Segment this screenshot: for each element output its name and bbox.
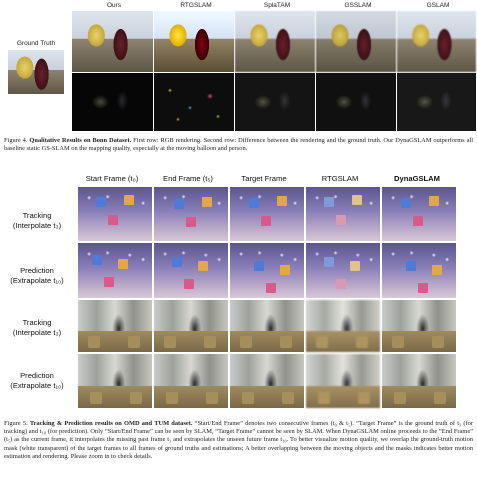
f4-caption-label: Figure 4.: [4, 137, 28, 144]
f4-caption-body: First row: RGB rendering. Second row: Difference between the rendering and the ground truth. Our DynaGSLAM outperforms all baseline static GS-SLAM on the mapping quality, especially at the moving balloon and person.: [4, 137, 474, 153]
f5-tum-prediction-start: [78, 354, 152, 408]
f5-omd-tracking-target: [230, 187, 304, 241]
f5-tum-prediction-target: [230, 354, 304, 408]
f5-caption-body: “Start/End Frame” denotes two consecutive frames (t₀ & t₅). “Target Frame” is the ground truth of t₃ (for tracking) and t₁₀ (for prediction). Only “Start/End Frame” can be seen by SLAM, “Target Frame” cannot be seen by SLAM. When DynaGSLAM online proceeds to the “End Frame” (t₅) as the current frame, it interpolates the missing past frame t₃ and extrapolates the unseen future frame t₁₀. To better visualize motion quality, we overlap the ground-truth motion mask (white transparent) of the target frames to all frames of ground truths and estimations; A better overlapping between the moving objects and the masks indicates better motion estimation and rendering. Please zoom in to check details.: [4, 420, 473, 460]
f4-header-ours: Ours: [106, 2, 122, 9]
f5-tum-prediction-rtgslam: [306, 354, 380, 408]
f4-rgb-gslam: [397, 11, 476, 72]
f4-diff-splatam: [235, 73, 315, 131]
f5-header-end-frame: End Frame (t₅): [163, 174, 213, 183]
f5-tum-tracking-dynagslam: [382, 300, 456, 352]
figure-4-caption: [4, 137, 473, 153]
f5-row-label-tracking-tum: Tracking (Interpolate t₃): [12, 318, 62, 337]
f4-rgb-gsslam: [316, 11, 396, 72]
f4-rgb-rtgslam: [154, 11, 234, 72]
f4-header-gslam: GSLAM: [426, 2, 450, 9]
f4-header-rtgslam: RTGSLAM: [180, 2, 212, 9]
f5-omd-prediction-end: [154, 243, 228, 298]
f5-tum-tracking-target: [230, 300, 304, 352]
f5-header-rtgslam: RTGSLAM: [321, 174, 359, 183]
f4-diff-gslam: [397, 73, 476, 131]
f5-omd-tracking-rtgslam: [306, 187, 380, 241]
f5-omd-tracking-dynagslam: [382, 187, 456, 241]
f4-diff-gsslam: [316, 73, 396, 131]
figure-5-caption: [4, 420, 473, 461]
f4-diff-rtgslam: [154, 73, 234, 131]
f5-omd-tracking-start: [78, 187, 152, 241]
f5-omd-prediction-rtgslam: [306, 243, 380, 298]
f5-header-target-frame: Target Frame: [241, 174, 287, 183]
f4-header-gsslam: GSSLAM: [344, 2, 372, 9]
f4-header-splatam: SplaTAM: [263, 2, 291, 9]
f5-row-label-tracking-omd: Tracking (Interpolate t₃): [12, 211, 62, 230]
f5-caption-title: Tracking & Prediction results on OMD and TUM dataset.: [29, 420, 193, 427]
f4-rgb-splatam: [235, 11, 315, 72]
f5-omd-prediction-target: [230, 243, 304, 298]
f4-caption-title: Qualitative Results on Bonn Dataset.: [29, 137, 132, 144]
f5-caption-label: Figure 5.: [4, 420, 28, 427]
f5-row-label-prediction-omd: Prediction (Extrapolate t₁₀): [10, 266, 64, 285]
f5-tum-tracking-start: [78, 300, 152, 352]
f5-tum-prediction-end: [154, 354, 228, 408]
f5-tum-tracking-rtgslam: [306, 300, 380, 352]
f5-row-label-prediction-tum: Prediction (Extrapolate t₁₀): [10, 371, 64, 390]
f4-rgb-ours: [72, 11, 153, 72]
f5-header-start-frame: Start Frame (t₀): [85, 174, 139, 183]
f5-omd-prediction-start: [78, 243, 152, 298]
f4-ground-truth-label: Ground Truth: [16, 40, 56, 47]
f4-ground-truth-image: [8, 50, 64, 94]
f5-tum-prediction-dynagslam: [382, 354, 456, 408]
f5-omd-prediction-dynagslam: [382, 243, 456, 298]
f5-omd-tracking-end: [154, 187, 228, 241]
f4-diff-ours: [72, 73, 153, 131]
f5-header-dynagslam: DynaGSLAM: [394, 174, 440, 183]
f5-tum-tracking-end: [154, 300, 228, 352]
